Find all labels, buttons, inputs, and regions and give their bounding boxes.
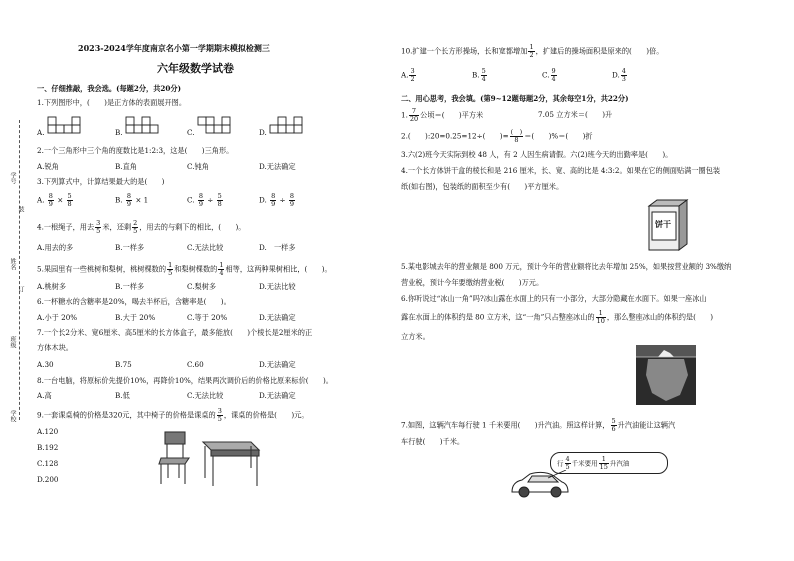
bubble-frac2-den: 15 bbox=[599, 463, 608, 471]
q2-option-c: C.钝角 bbox=[187, 162, 209, 171]
q4-option-a: A.用去的多 bbox=[37, 243, 74, 252]
q1-option-c: C. bbox=[187, 128, 195, 137]
q10-option-c-label: C. bbox=[542, 70, 550, 80]
q3-a-frac1-den: 9 bbox=[48, 200, 53, 208]
fill-q1-frac bbox=[409, 108, 419, 123]
q10-option-b bbox=[472, 68, 488, 83]
q5-stem bbox=[37, 262, 332, 277]
q5-option-d: D.无法比较 bbox=[259, 282, 296, 291]
q10-option-a-label: A. bbox=[401, 70, 409, 80]
q10-c-num: 9 bbox=[551, 67, 556, 75]
fill-q4-line1: 4.一个长方体饼干盒的棱长和是 216 厘米，长、宽、高的比是 4:3:2。如果在它的侧面贴满一圈包装 bbox=[401, 166, 721, 175]
q9-stem-a: 9.一套课桌椅的价格是320元，其中椅子的价格是课桌的 bbox=[37, 410, 216, 420]
biscuit-box-label: 饼干 bbox=[655, 219, 671, 229]
q10-d-den: 3 bbox=[621, 75, 626, 83]
q10-d-num: 4 bbox=[621, 67, 626, 75]
q3-option-b bbox=[115, 193, 148, 208]
q3-option-b-label: B. bbox=[115, 195, 123, 205]
q5-frac1-num: 1 bbox=[168, 261, 173, 269]
fill-q7-line1-a: 7.如图，这辆汽车每行驶 1 千米要用( )升汽油。照这样计算， bbox=[401, 420, 610, 430]
q1-stem: 1.下列图形中，( )是正方体的表面展开图。 bbox=[37, 98, 187, 107]
q7-option-b: B.75 bbox=[115, 360, 132, 369]
q6-option-c: C.等于 20% bbox=[187, 313, 228, 322]
q3-d-frac1-den: 9 bbox=[271, 200, 276, 208]
q9-option-a: A.120 bbox=[37, 427, 59, 436]
q1-options bbox=[37, 114, 367, 138]
q4-option-d: D. 一样多 bbox=[259, 243, 296, 252]
q10-c-frac bbox=[551, 68, 557, 83]
q3-b-frac1 bbox=[126, 193, 132, 208]
q3-d-frac2-num: 8 bbox=[289, 192, 294, 200]
q5-stem-c: 相等，这两种果树相比，( )。 bbox=[225, 264, 332, 274]
side-label-school: 学校 bbox=[9, 410, 16, 422]
q10-option-d-label: D. bbox=[612, 70, 620, 80]
q3-d-frac2-den: 9 bbox=[289, 200, 294, 208]
q2-option-a: A.锐角 bbox=[37, 162, 59, 171]
q7-stem-line2: 方体木块。 bbox=[37, 343, 73, 352]
q9-frac-den: 5 bbox=[217, 415, 222, 423]
q10-c-den: 4 bbox=[551, 75, 556, 83]
q6-stem: 6.一杯糖水的含糖率是20%，喝去半杯后，含糖率是( )。 bbox=[37, 297, 231, 306]
fill-q2-frac bbox=[510, 129, 524, 144]
q5-frac2-num: 1 bbox=[219, 261, 224, 269]
q4-stem-c: ，用去的与剩下的相比，( )。 bbox=[139, 222, 246, 232]
q9-stem bbox=[37, 408, 309, 423]
q10-a-num: 3 bbox=[410, 67, 415, 75]
q3-c-frac1-den: 9 bbox=[198, 200, 203, 208]
fill-q2 bbox=[401, 129, 593, 144]
bubble-frac2 bbox=[599, 456, 609, 471]
fill-q6-frac bbox=[596, 310, 606, 325]
q5-stem-a: 5.果园里有一些桃树和梨树，桃树棵数的 bbox=[37, 264, 167, 274]
fill-q6-line1: 6.你听说过“冰山一角”吗?冰山露在水面上的只有一小部分，大部分隐藏在水面下。如果一座冰山 bbox=[401, 294, 707, 303]
section2-heading: 二、用心思考，我会填。(第9~12题每题2分，其余每空1分，共22分) bbox=[401, 94, 629, 103]
side-label-name: 姓名 bbox=[9, 258, 16, 270]
q4-option-c: C.无法比较 bbox=[187, 243, 224, 252]
q6-option-b: B.大于 20% bbox=[115, 313, 156, 322]
section1-heading: 一、仔细推敲，我会选。(每题2分，共20分) bbox=[37, 84, 181, 93]
car-illustration bbox=[508, 470, 572, 500]
q8-option-c: C.无法比较 bbox=[187, 391, 224, 400]
fill-q1-part-b: 7.05 立方米＝( )升 bbox=[538, 110, 613, 119]
q6-option-d: D.无法确定 bbox=[259, 313, 296, 322]
q4-stem bbox=[37, 220, 245, 235]
bubble-text-c: 升汽油 bbox=[609, 459, 630, 468]
q3-option-c bbox=[187, 193, 224, 208]
q3-a-frac2 bbox=[67, 193, 73, 208]
bubble-frac2-num: 1 bbox=[599, 456, 609, 464]
q5-frac1-den: 5 bbox=[168, 269, 173, 277]
q4-stem-b: 米，还剩 bbox=[102, 222, 132, 232]
fill-q6-line2 bbox=[401, 310, 713, 325]
fill-q7-frac-den: 6 bbox=[611, 425, 616, 433]
fill-q5-line1: 5.某电影城去年的营业额是 800 万元，预计今年的营业额将比去年增加 25%，如果按营业额的 3%缴纳 bbox=[401, 262, 732, 271]
q3-a-op: × bbox=[57, 195, 64, 205]
q5-stem-b: 和梨树棵数的 bbox=[174, 264, 218, 274]
q10-stem-a: 10.扩建一个长方形操场，长和宽都增加 bbox=[401, 46, 528, 56]
q3-b-frac1-den: 9 bbox=[126, 200, 132, 208]
q3-b-frac1-num: 8 bbox=[126, 192, 132, 200]
fill-q4-line2: 纸(如右图)，包装纸的面积至少有( )平方厘米。 bbox=[401, 182, 564, 191]
fill-q5-line2: 营业税，预计今年要缴纳营业税( )万元。 bbox=[401, 278, 544, 287]
fill-q7-line2: 车行驶( )千米。 bbox=[401, 437, 465, 446]
q4-frac1-den: 5 bbox=[96, 227, 101, 235]
biscuit-box-illustration bbox=[645, 198, 691, 254]
net-figure-d bbox=[269, 116, 313, 138]
fill-q6-frac-den: 10 bbox=[596, 317, 605, 325]
bubble-frac1-den: 5 bbox=[565, 463, 570, 471]
q5-option-b: B.一样多 bbox=[115, 282, 145, 291]
q3-a-frac2-den: 8 bbox=[67, 200, 72, 208]
side-label-id: 学号 bbox=[9, 172, 16, 184]
exam-subtitle: 六年级数学试卷 bbox=[157, 62, 234, 75]
q3-option-d-label: D. bbox=[259, 195, 267, 205]
bubble-frac1 bbox=[565, 456, 571, 471]
fill-q6-line2-b: ，那么整座冰山的体积约是( ) bbox=[606, 312, 714, 322]
q7-option-a: A.30 bbox=[37, 360, 54, 369]
q10-d-frac bbox=[621, 68, 627, 83]
q7-option-c: C.60 bbox=[187, 360, 204, 369]
fill-q1-frac-num: 7 bbox=[409, 108, 419, 116]
q3-b-op: × bbox=[135, 195, 142, 205]
q5-option-a: A.桃树多 bbox=[37, 282, 67, 291]
side-label-ding: 订 bbox=[17, 286, 24, 292]
q10-b-den: 4 bbox=[481, 75, 486, 83]
q3-c-frac2-den: 8 bbox=[217, 200, 222, 208]
q3-a-frac2-num: 5 bbox=[67, 192, 72, 200]
fill-q2-part-a: 2.( ):20=0.25=12÷( )= bbox=[401, 131, 509, 141]
q10-stem bbox=[401, 44, 663, 59]
net-figure-a bbox=[47, 116, 91, 138]
fill-q2-frac-den: 8 bbox=[514, 136, 519, 144]
q3-d-frac1 bbox=[270, 193, 276, 208]
bubble-text-a: 行 bbox=[557, 459, 564, 468]
q10-option-d bbox=[612, 68, 628, 83]
q4-frac2-num: 2 bbox=[133, 219, 138, 227]
q9-frac bbox=[217, 408, 223, 423]
q3-d-op: ÷ bbox=[279, 195, 286, 205]
q3-c-frac2 bbox=[217, 193, 223, 208]
q8-option-d: D.无法确定 bbox=[259, 391, 296, 400]
q3-option-a bbox=[37, 193, 74, 208]
q10-a-den: 2 bbox=[410, 75, 415, 83]
fill-q6-frac-num: 1 bbox=[596, 310, 606, 318]
q2-option-b: B.直角 bbox=[115, 162, 137, 171]
q9-option-c: C.128 bbox=[37, 459, 59, 468]
q1-option-a: A. bbox=[37, 128, 45, 137]
q4-frac1 bbox=[95, 220, 101, 235]
fill-q6-line2-a: 露在水面上的体积约是 80 立方米，这“一角”只占整座冰山的 bbox=[401, 312, 595, 322]
fill-q1-frac-den: 20 bbox=[409, 115, 419, 123]
q8-stem: 8.一台电脑，将原标价先提价10%，再降价10%，结果两次调价后的价格比原来标价( )。 bbox=[37, 376, 333, 385]
q1-option-d: D. bbox=[259, 128, 267, 137]
fill-q2-part-b: ＝( )%＝( )折 bbox=[524, 131, 593, 141]
q4-frac1-num: 3 bbox=[96, 219, 101, 227]
q3-c-frac2-num: 5 bbox=[217, 192, 222, 200]
q3-option-a-label: A. bbox=[37, 195, 45, 205]
q9-option-b: B.192 bbox=[37, 443, 59, 452]
iceberg-illustration bbox=[636, 345, 696, 405]
exam-title: 2023-2024学年度南京名小第一学期期末模拟检测三 bbox=[78, 43, 270, 53]
q10-frac-den: 2 bbox=[529, 51, 534, 59]
fill-q1-part-a: 公顷＝( )平方米 bbox=[420, 110, 484, 120]
q5-frac2-den: 4 bbox=[219, 269, 224, 277]
q3-b-num: 1 bbox=[143, 195, 149, 205]
q4-frac2 bbox=[132, 220, 138, 235]
fill-q7-line1 bbox=[401, 418, 675, 433]
fill-q3: 3.六(2)班今天实际到校 48 人，有 2 人因生病请假。六(2)班今天的出勤率是( )。 bbox=[401, 150, 673, 159]
q3-stem: 3.下列算式中，计算结果最大的是( ) bbox=[37, 177, 165, 186]
fill-q2-frac-num: ( ) bbox=[510, 128, 523, 136]
fill-q1-num: 1. bbox=[401, 110, 408, 120]
net-figure-c bbox=[197, 116, 241, 138]
fill-q1 bbox=[401, 108, 483, 123]
q10-frac-num: 1 bbox=[529, 43, 534, 51]
q10-option-a bbox=[401, 68, 417, 83]
q8-option-b: B.低 bbox=[115, 391, 130, 400]
q2-stem: 2.一个三角形中三个角的度数比是1:2:3，这是( )三角形。 bbox=[37, 146, 234, 155]
q1-option-b: B. bbox=[115, 128, 123, 137]
fill-q7-frac-num: 5 bbox=[611, 417, 616, 425]
q10-b-frac bbox=[481, 68, 487, 83]
q5-frac2 bbox=[218, 262, 224, 277]
q7-option-d: D.无法确定 bbox=[259, 360, 296, 369]
q6-option-a: A.小于 20% bbox=[37, 313, 78, 322]
fill-q7-frac bbox=[611, 418, 617, 433]
bubble-frac1-num: 4 bbox=[565, 455, 570, 463]
q3-c-frac1-num: 8 bbox=[198, 192, 203, 200]
q3-a-frac1 bbox=[48, 193, 54, 208]
side-label-zhuang: 装 bbox=[17, 206, 24, 212]
q9-frac-num: 3 bbox=[217, 407, 222, 415]
q5-option-c: C.梨树多 bbox=[187, 282, 217, 291]
q10-b-num: 5 bbox=[481, 67, 486, 75]
net-figure-b bbox=[125, 116, 169, 138]
q10-option-b-label: B. bbox=[472, 70, 480, 80]
q4-frac2-den: 5 bbox=[133, 227, 138, 235]
q3-option-d bbox=[259, 193, 296, 208]
q10-option-c bbox=[542, 68, 558, 83]
q3-d-frac2 bbox=[289, 193, 295, 208]
q2-option-d: D.无法确定 bbox=[259, 162, 296, 171]
fill-q7-line1-b: 升汽油能让这辆汽 bbox=[617, 420, 676, 430]
binding-line bbox=[19, 120, 20, 420]
fill-q6-line3: 立方米。 bbox=[401, 332, 430, 341]
q9-stem-b: ，课桌的价格是( )元。 bbox=[223, 410, 309, 420]
q10-frac bbox=[528, 44, 534, 59]
side-label-class: 班级 bbox=[9, 336, 16, 348]
q3-d-frac1-num: 8 bbox=[271, 192, 276, 200]
q3-c-frac1 bbox=[198, 193, 204, 208]
bubble-text-b: 千米要用 bbox=[571, 459, 598, 468]
q7-stem: 7.一个长2分米、宽6厘米、高5厘米的长方体盒子，最多能放( )个棱长是2厘米的正 bbox=[37, 328, 313, 337]
q4-option-b: B.一样多 bbox=[115, 243, 145, 252]
q3-a-frac1-num: 8 bbox=[48, 192, 53, 200]
bubble-text bbox=[557, 456, 629, 471]
q3-c-op: ÷ bbox=[207, 195, 214, 205]
q4-stem-a: 4.一根绳子，用去 bbox=[37, 222, 95, 232]
q10-a-frac bbox=[409, 68, 415, 83]
q8-option-a: A.高 bbox=[37, 391, 52, 400]
q9-option-d: D.200 bbox=[37, 475, 59, 484]
q10-stem-b: ，扩建后的操场面积是原来的( )倍。 bbox=[535, 46, 664, 56]
q5-frac1 bbox=[167, 262, 173, 277]
chair-desk-illustration bbox=[155, 428, 265, 488]
q3-option-c-label: C. bbox=[187, 195, 195, 205]
